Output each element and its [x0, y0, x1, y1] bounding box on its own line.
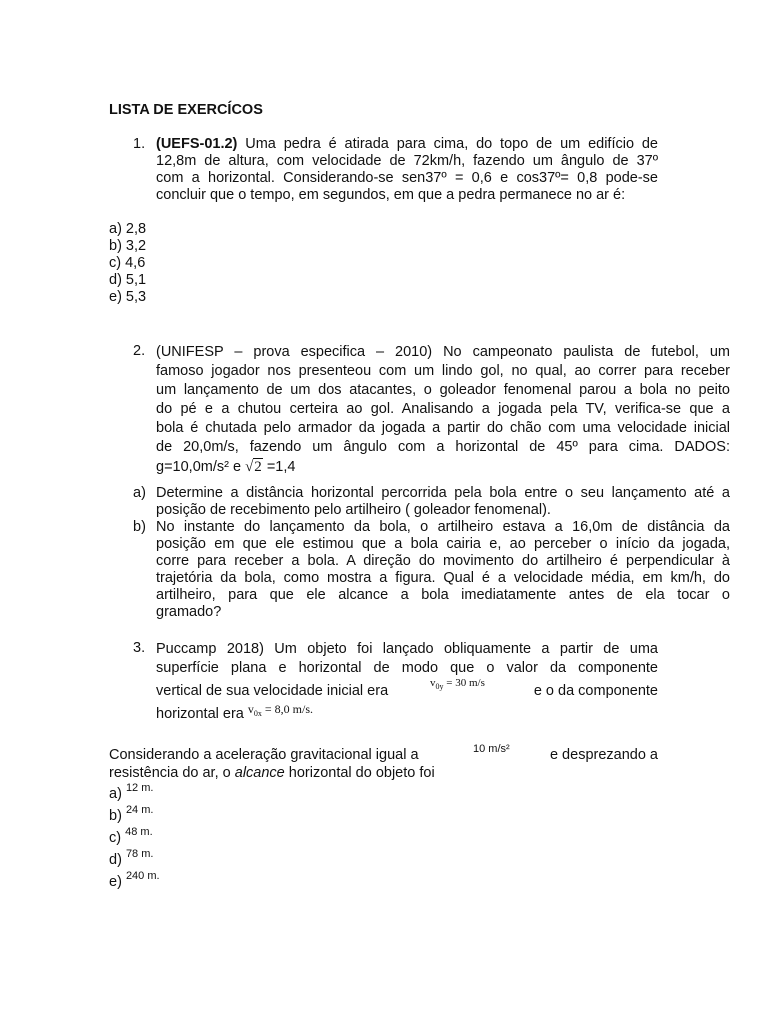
q2-item-b-line: artilheiro, para que ele alcance a bola imediatamente antes de ela tocar o — [156, 587, 730, 603]
question-1-text — [156, 136, 658, 204]
question-3-line: Puccamp 2018) Um objeto foi lançado obliquamente a partir de uma — [156, 641, 658, 657]
question-1-line: (UEFS-01.2) Uma pedra é atirada para cima, do topo de um edifício de — [156, 136, 658, 152]
question-2-line: bola é chutada pelo armador da jogada a partir do chão com uma velocidade inicial — [156, 420, 730, 436]
q3-option-e: e) $^{240 m.}$ — [109, 870, 160, 890]
q1-option-d: d) 5,1 — [109, 272, 147, 288]
question-2-data: g=10,0m/s² e √2 =1,4 — [156, 459, 296, 475]
sqrt-symbol: √2 — [245, 459, 262, 475]
question-2-text — [156, 343, 730, 457]
question-1-line: com a horizontal. Considerando-se sen37º = 0,6 e cos37º= 0,8 pode-se — [156, 170, 658, 186]
question-3-line: superfície plana e horizontal de modo que o valor da componente — [156, 660, 658, 676]
question-3-number: 3. — [133, 640, 146, 656]
q2-item-b-line: corre para receber a bola. A direção do movimento do artilheiro é perpendicular à — [156, 553, 730, 569]
page-title: LISTA DE EXERCÍCOS — [109, 102, 263, 118]
question-2-line: do pé e a chutou certeira ao gol. Analisando a jogada pela TV, verifica-se que a — [156, 401, 730, 417]
q2-item-b-label: b) — [133, 519, 146, 535]
question-1-number: 1. — [133, 136, 146, 152]
q3-option-a: a) $^{12 m.}$ — [109, 782, 154, 802]
question-1-source: (UEFS-01.2) — [156, 136, 238, 152]
question-3-text — [156, 640, 658, 678]
question-2-line: (UNIFESP – prova especifica – 2010) No campeonato paulista de futebol, um — [156, 344, 730, 360]
q2-item-b-line: No instante do lançamento da bola, o artilheiro estava a 16,0m de distância da — [156, 519, 730, 535]
q1-option-e: e) 5,3 — [109, 289, 147, 305]
q2-item-a-label: a) — [133, 485, 146, 501]
question-3-continuation-1: Considerando a aceleração gravitacional igual a 10 m/s² e desprezando a — [109, 743, 658, 763]
q1-option-c: c) 4,6 — [109, 255, 146, 271]
question-2-line: famoso jogador nos presenteou com um lindo gol, no qual, ao correr para receber — [156, 363, 730, 379]
question-2-line: um lançamento de um dos atacantes, o goleador fenomenal parou a bola no peito — [156, 382, 730, 398]
q2-item-b-text — [156, 519, 730, 621]
question-2-number: 2. — [133, 343, 146, 359]
q2-item-a-line: posição de recebimento pelo artilheiro ( goleador fenomenal). — [156, 502, 551, 518]
q2-item-a-text — [156, 485, 730, 519]
q3-option-d: d) $^{78 m.}$ — [109, 848, 154, 868]
q1-option-b: b) 3,2 — [109, 238, 147, 254]
question-3-line-vertical: vertical de sua velocidade inicial era $v_{0y} = 30$ m/s e o da componente — [156, 677, 658, 699]
q2-item-a-line: Determine a distância horizontal percorrida pela bola entre o seu lançamento até a — [156, 485, 730, 501]
acceleration-value: 10 m/s² — [473, 743, 510, 755]
question-1-line: 12,8m de altura, com velocidade de 72km/h, fazendo um ângulo de 37º — [156, 153, 658, 169]
q2-item-b-line: gramado? — [156, 604, 222, 620]
q3-option-c: c) $^{48 m.}$ — [109, 826, 153, 846]
question-2-line: de 20,0m/s, fazendo um ângulo com a horizontal de 45º para cima. DADOS: — [156, 439, 730, 455]
question-3-line-horizontal: horizontal era $^{v_{0x} = 8,0 m/s.}$ — [156, 702, 313, 722]
q1-option-a: a) 2,8 — [109, 221, 147, 237]
q3-option-b: b) $^{24 m.}$ — [109, 804, 154, 824]
v0y-formula: $v_{0y} = 30$ m/s — [430, 677, 485, 691]
question-1-line: concluir que o tempo, em segundos, em que a pedra permanece no ar é: — [156, 187, 626, 203]
question-3-continuation-2: resistência do ar, o alcance horizontal do objeto foi — [109, 765, 435, 781]
q2-item-b-line: trajetória da bola, como mostra a figura. Qual é a velocidade média, em km/h, do — [156, 570, 730, 586]
v0x-formula: v0x = 8,0 m/s. — [247, 702, 313, 718]
q2-item-b-line: posição em que ele estimou que a bola cairia e, ao perceber o início da jogada, — [156, 536, 730, 552]
